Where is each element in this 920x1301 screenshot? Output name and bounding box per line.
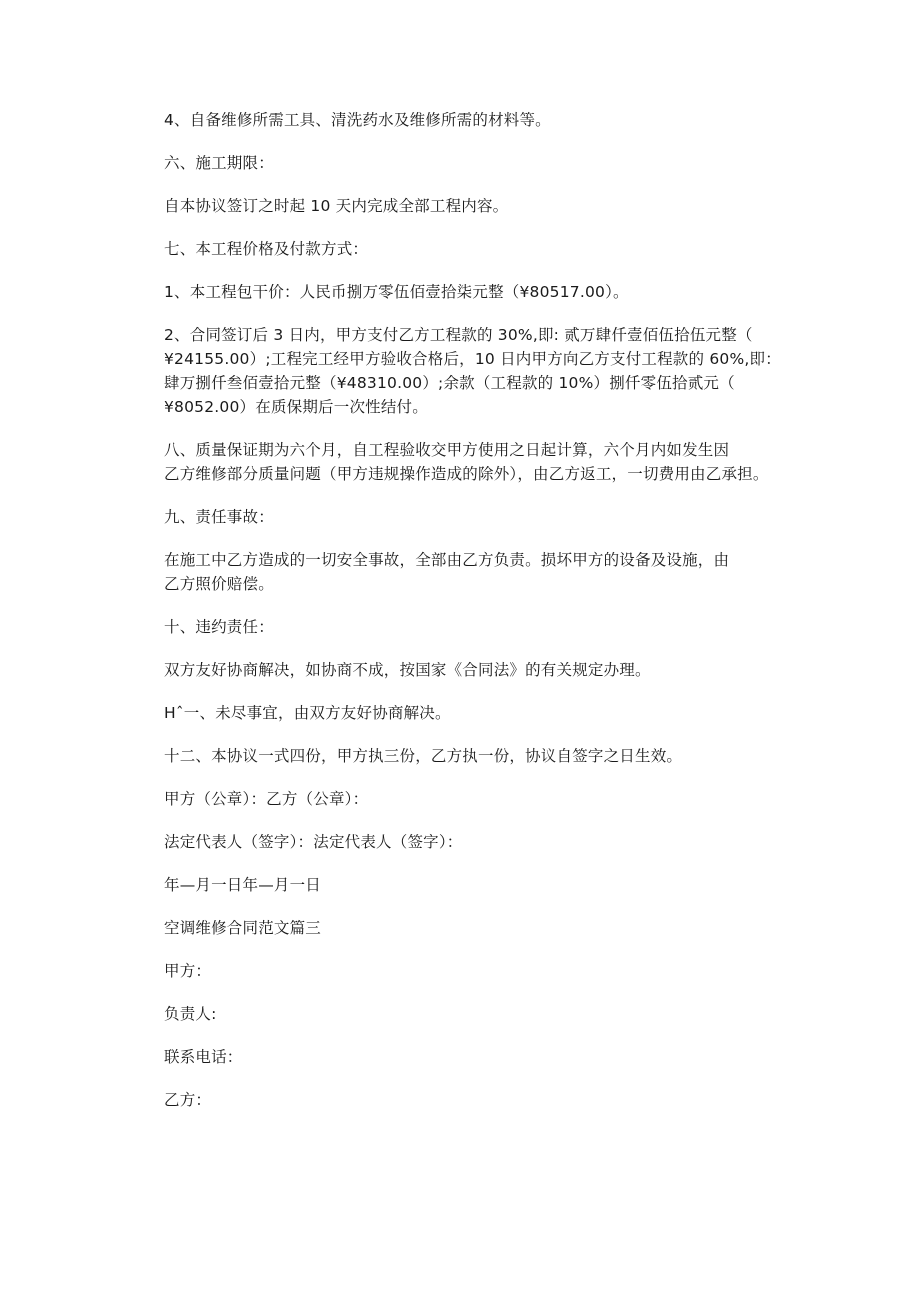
party-b-label: 乙方： bbox=[164, 1091, 212, 1109]
liability-line: 乙方照价赔偿。 bbox=[164, 575, 274, 593]
phone-label: 联系电话： bbox=[164, 1048, 243, 1066]
heading-breach: 十、违约责任： bbox=[164, 618, 274, 636]
clause-eleven: Hˆ一、未尽事宜，由双方友好协商解决。 bbox=[164, 704, 451, 722]
person-in-charge-label: 负责人: bbox=[164, 1005, 217, 1023]
clause-warranty bbox=[164, 438, 792, 486]
payment-line: 2、合同签订后 3 日内，甲方支付乙方工程款的 30%,即: 贰万肆仟壹佰伍拾伍元整（ bbox=[164, 326, 753, 344]
payment-line: 肆万捌仟叁佰壹拾元整（¥48310.00）;余款（工程款的 10%）捌仟零伍拾贰元（ bbox=[164, 374, 735, 392]
clause-breach: 双方友好协商解决，如协商不成，按国家《合同法》的有关规定办理。 bbox=[164, 661, 651, 679]
payment-line: ¥8052.00）在质保期后一次性结付。 bbox=[164, 398, 428, 416]
liability-line: 在施工中乙方造成的一切安全事故，全部由乙方负责。损坏甲方的设备及设施，由 bbox=[164, 551, 730, 569]
clause-twelve: 十二、本协议一式四份，甲方执三份，乙方执一份，协议自签字之日生效。 bbox=[164, 747, 683, 765]
warranty-line: 八、质量保证期为六个月，自工程验收交甲方使用之日起计算，六个月内如发生因 bbox=[164, 441, 730, 459]
seal-line: 甲方（公章）：乙方（公章）： bbox=[164, 790, 369, 808]
representative-line: 法定代表人（签字）：法定代表人（签字）： bbox=[164, 833, 463, 851]
clause-contract-price: 1、本工程包干价：人民币捌万零伍佰壹拾柒元整（¥80517.00）。 bbox=[164, 283, 629, 301]
warranty-line: 乙方维修部分质量问题（甲方违规操作造成的除外），由乙方返工，一切费用由乙承担。 bbox=[164, 465, 769, 483]
clause-construction-period: 自本协议签订之时起 10 天内完成全部工程内容。 bbox=[164, 197, 509, 215]
heading-price-payment: 七、本工程价格及付款方式： bbox=[164, 240, 369, 258]
heading-construction-period: 六、施工期限： bbox=[164, 154, 274, 172]
payment-line: ¥24155.00）;工程完工经甲方验收合格后，10 日内甲方向乙方支付工程款的 60%,即： bbox=[164, 350, 781, 368]
section-title: 空调维修合同范文篇三 bbox=[164, 919, 322, 937]
clause-payment-schedule bbox=[164, 323, 792, 419]
clause-liability bbox=[164, 548, 792, 596]
clause-tools: 4、自备维修所需工具、清洗药水及维修所需的材料等。 bbox=[164, 111, 551, 129]
party-a-label: 甲方： bbox=[164, 962, 212, 980]
date-line: 年—月一日年—月一日 bbox=[164, 876, 322, 894]
heading-liability: 九、责任事故： bbox=[164, 508, 274, 526]
